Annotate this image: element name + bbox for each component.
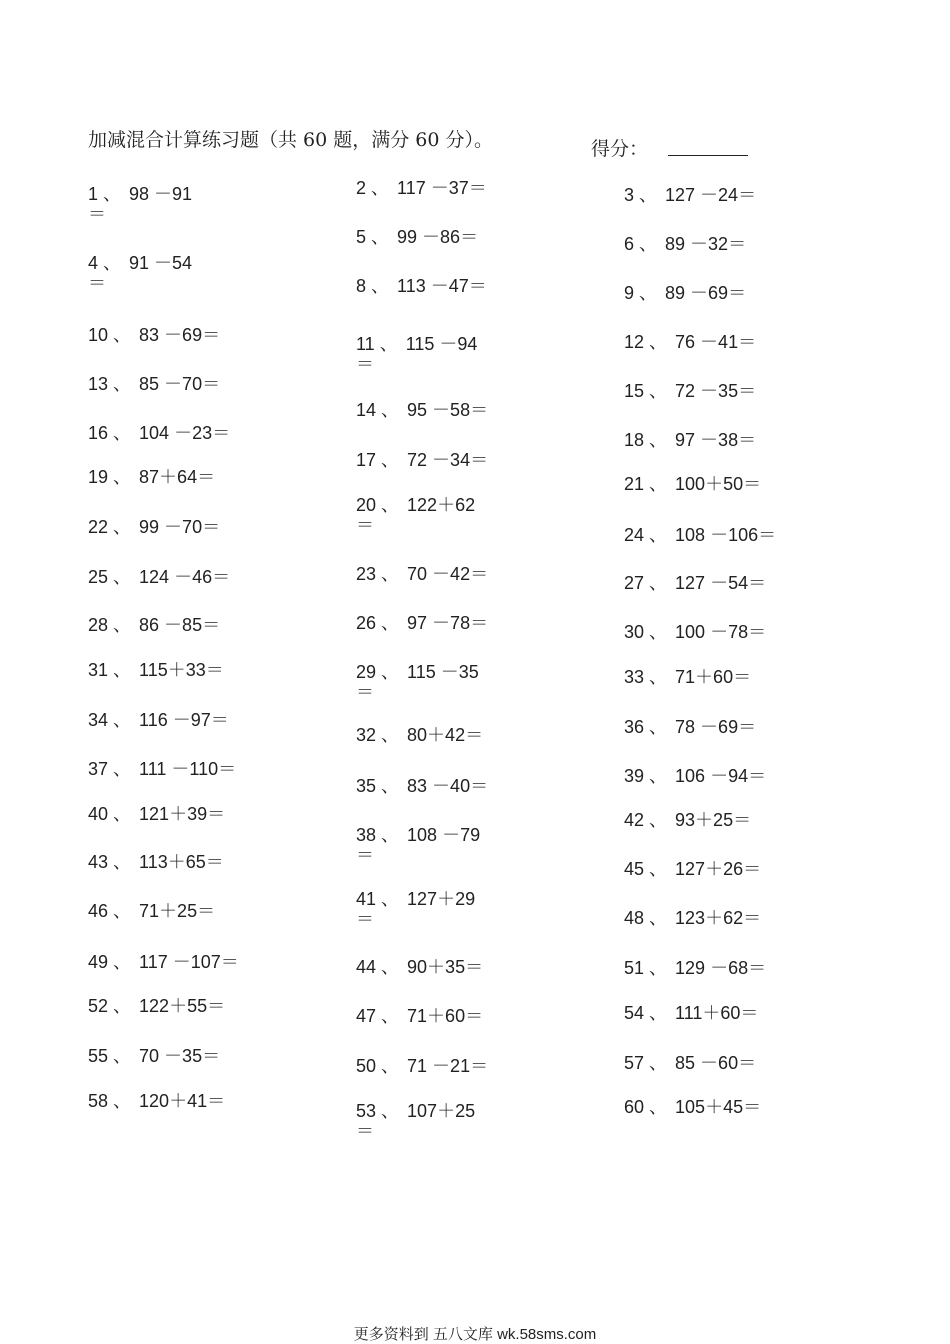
problem-item [624,1003,758,1023]
problem-expression: 97 －38 [675,430,739,450]
problem-separator: 、 [371,276,390,296]
score-label: 得分： [591,138,649,160]
problem-expression: 115＋33 [139,660,206,680]
equals-sign: ＝ [202,615,221,635]
problem-separator: 、 [649,573,668,593]
problem-expression: 117 －37 [397,178,469,198]
problem-expression: 113＋65 [139,852,206,872]
problem-number: 10 [88,325,109,345]
problem-separator: 、 [649,958,668,978]
problem-number: 58 [88,1091,109,1111]
problem-number: 17 [356,450,377,470]
equals-sign: ＝ [470,564,489,584]
problem-expression: 78 －69 [675,717,739,737]
problem-separator: 、 [649,717,668,737]
problem-expression: 99 －86 [397,227,461,247]
equals-sign: ＝ [743,1097,762,1117]
equals-sign: ＝ [470,613,489,633]
problem-separator: 、 [649,1097,668,1117]
problem-number: 18 [624,430,645,450]
problem-number: 34 [88,710,109,730]
equals-sign: ＝ [205,852,224,872]
problem-number: 51 [624,958,645,978]
problem-number: 38 [356,825,377,845]
problem-item [88,567,230,587]
problem-item [88,615,220,635]
problem-number: 33 [624,667,645,687]
problem-number: 31 [88,660,109,680]
problem-number: 35 [356,776,377,796]
problem-separator: 、 [379,334,398,354]
problem-item [356,227,478,247]
problem-expression: 111＋60 [675,1003,741,1023]
problem-separator: 、 [113,1046,132,1066]
equals-sign: ＝ [738,1053,757,1073]
problem-separator: 、 [381,1101,400,1121]
problem-separator: 、 [113,996,132,1016]
problem-expression: 107＋25 [407,1101,476,1121]
equals-sign: ＝ [197,901,216,921]
problem-expression: 127＋26 [675,859,744,879]
problem-number: 5 [356,227,367,247]
problem-number: 15 [624,381,645,401]
problem-separator: 、 [113,852,132,872]
problem-separator: 、 [103,253,122,273]
problem-expression: 70 －42 [407,564,471,584]
problem-item [356,495,475,535]
problem-number: 50 [356,1056,377,1076]
problem-separator: 、 [649,908,668,928]
equals-sign: ＝ [728,283,747,303]
problem-separator: 、 [113,567,132,587]
problem-separator: 、 [649,474,668,494]
problem-number: 1 [88,184,99,204]
problem-number: 54 [624,1003,645,1023]
equals-sign: ＝ [738,332,757,352]
problem-expression: 98 －91 [129,184,193,204]
equals-sign: ＝ [356,682,374,702]
equals-sign: ＝ [202,517,221,537]
problem-item [88,374,220,394]
problem-separator: 、 [649,1053,668,1073]
problem-expression: 72 －34 [407,450,471,470]
problem-expression: 115 －35 [407,662,479,682]
problem-expression: 85 －70 [139,374,203,394]
problem-item [88,325,220,345]
problem-item [356,957,483,977]
equals-sign: ＝ [465,725,484,745]
problem-item [88,1091,225,1111]
problem-number: 30 [624,622,645,642]
equals-sign: ＝ [470,1056,489,1076]
page-title: 加减混合计算练习题（共 60 题，满分 60 分）。 [88,129,494,151]
problem-item [88,660,224,680]
problem-item [88,253,192,293]
problem-separator: 、 [381,776,400,796]
problem-expression: 108 －79 [407,825,481,845]
problem-separator: 、 [649,810,668,830]
problem-separator: 、 [381,1006,400,1026]
problem-expression: 71＋60 [675,667,734,687]
problem-separator: 、 [113,660,132,680]
problem-item [624,667,751,687]
problem-number: 27 [624,573,645,593]
equals-sign: ＝ [88,204,106,224]
problem-separator: 、 [381,889,400,909]
equals-sign: ＝ [207,804,226,824]
problem-number: 45 [624,859,645,879]
problem-item [356,662,479,702]
problem-item [88,423,230,443]
equals-sign: ＝ [468,276,487,296]
problem-expression: 80＋42 [407,725,466,745]
equals-sign: ＝ [740,1003,759,1023]
problem-expression: 121＋39 [139,804,208,824]
problem-expression: 115 －94 [405,334,478,354]
problem-item [88,804,225,824]
problem-item [356,613,488,633]
problem-number: 13 [88,374,109,394]
problem-expression: 108 －106 [675,525,759,545]
equals-sign: ＝ [748,958,767,978]
problem-item [88,517,220,537]
problem-item [624,766,766,786]
equals-sign: ＝ [470,450,489,470]
problem-separator: 、 [113,1091,132,1111]
problem-number: 46 [88,901,109,921]
equals-sign: ＝ [738,717,757,737]
equals-sign: ＝ [728,234,747,254]
problem-item [624,573,766,593]
problem-item [88,901,215,921]
equals-sign: ＝ [207,1091,226,1111]
equals-sign: ＝ [738,430,757,450]
problem-separator: 、 [649,381,668,401]
problem-number: 36 [624,717,645,737]
problem-number: 44 [356,957,377,977]
problem-expression: 124 －46 [139,567,213,587]
equals-sign: ＝ [470,776,489,796]
equals-sign: ＝ [733,810,752,830]
problem-item [356,400,488,420]
equals-sign: ＝ [743,474,762,494]
problem-expression: 97 －78 [407,613,471,633]
equals-sign: ＝ [202,325,221,345]
problem-item [356,1056,488,1076]
problem-item [356,825,480,865]
problem-expression: 127＋29 [407,889,476,909]
equals-sign: ＝ [468,178,487,198]
problem-separator: 、 [649,332,668,352]
problem-item [356,450,488,470]
problem-number: 28 [88,615,109,635]
equals-sign: ＝ [207,996,226,1016]
equals-sign: ＝ [743,908,762,928]
equals-sign: ＝ [197,467,216,487]
problem-number: 16 [88,423,109,443]
equals-sign: ＝ [210,710,229,730]
problem-expression: 95 －58 [407,400,471,420]
problem-expression: 89 －69 [665,283,729,303]
problem-item [624,1053,756,1073]
problem-number: 24 [624,525,645,545]
problem-expression: 122＋62 [407,495,476,515]
problem-separator: 、 [639,234,658,254]
problem-number: 22 [88,517,109,537]
equals-sign: ＝ [460,227,479,247]
problem-separator: 、 [113,952,132,972]
problem-expression: 86 －85 [139,615,203,635]
problem-expression: 100＋50 [675,474,744,494]
problem-separator: 、 [639,283,658,303]
problem-number: 26 [356,613,377,633]
problem-number: 32 [356,725,377,745]
problem-separator: 、 [639,185,658,205]
problem-item [88,1046,220,1066]
equals-sign: ＝ [738,185,757,205]
problem-expression: 71 －21 [407,1056,471,1076]
problem-expression: 120＋41 [139,1091,208,1111]
problem-expression: 123＋62 [675,908,744,928]
problem-expression: 85 －60 [675,1053,739,1073]
problem-separator: 、 [381,450,400,470]
problem-number: 43 [88,852,109,872]
problem-number: 53 [356,1101,377,1121]
problem-item [88,852,224,872]
problem-expression: 106 －94 [675,766,749,786]
problem-number: 60 [624,1097,645,1117]
problem-item [88,467,215,487]
problem-item [356,1101,475,1141]
problem-expression: 129 －68 [675,958,749,978]
problem-item [624,283,746,303]
problem-number: 21 [624,474,645,494]
problem-number: 4 [88,253,99,273]
problem-number: 25 [88,567,109,587]
problem-item [356,725,483,745]
equals-sign: ＝ [356,354,374,374]
problem-item [88,996,225,1016]
problem-item [624,525,776,545]
problem-expression: 90＋35 [407,957,466,977]
score-blank-line[interactable] [668,155,748,156]
problem-item [624,859,761,879]
problem-item [624,908,761,928]
equals-sign: ＝ [356,845,374,865]
equals-sign: ＝ [356,1121,374,1141]
problem-number: 29 [356,662,377,682]
problem-expression: 72 －35 [675,381,739,401]
problem-expression: 105＋45 [675,1097,744,1117]
problem-item [624,810,751,830]
problem-item [356,889,475,929]
equals-sign: ＝ [733,667,752,687]
problem-separator: 、 [113,423,132,443]
problem-item [624,474,761,494]
problem-number: 19 [88,467,109,487]
problem-item [88,759,236,779]
problem-number: 42 [624,810,645,830]
problem-number: 55 [88,1046,109,1066]
equals-sign: ＝ [748,766,767,786]
problem-number: 37 [88,759,109,779]
problem-separator: 、 [381,957,400,977]
problem-separator: 、 [113,710,132,730]
problem-number: 47 [356,1006,377,1026]
problem-number: 2 [356,178,367,198]
problem-separator: 、 [103,184,122,204]
equals-sign: ＝ [356,515,374,535]
problem-item [356,178,487,198]
problem-expression: 117 －107 [139,952,221,972]
problem-number: 40 [88,804,109,824]
problem-number: 48 [624,908,645,928]
equals-sign: ＝ [202,374,221,394]
footer-text: 更多资料到 五八文库 wk.58sms.com [353,1326,597,1343]
problem-expression: 87＋64 [139,467,198,487]
problem-expression: 83 －40 [407,776,471,796]
problem-expression: 83 －69 [139,325,203,345]
problem-expression: 111 －110 [139,759,219,779]
problem-separator: 、 [381,495,400,515]
problem-separator: 、 [113,325,132,345]
equals-sign: ＝ [212,567,231,587]
problem-separator: 、 [649,859,668,879]
problem-number: 12 [624,332,645,352]
problem-separator: 、 [381,1056,400,1076]
problem-item [88,184,192,224]
equals-sign: ＝ [743,859,762,879]
problem-separator: 、 [371,178,390,198]
problem-separator: 、 [381,400,400,420]
equals-sign: ＝ [465,957,484,977]
problem-item [624,622,766,642]
problem-expression: 127 －54 [675,573,749,593]
problem-separator: 、 [113,615,132,635]
problem-item [356,276,487,296]
problem-item [88,710,229,730]
problem-separator: 、 [113,804,132,824]
problem-number: 3 [624,185,635,205]
equals-sign: ＝ [220,952,239,972]
problem-item [624,717,756,737]
problem-expression: 100 －78 [675,622,749,642]
equals-sign: ＝ [470,400,489,420]
problem-expression: 99 －70 [139,517,203,537]
problem-separator: 、 [113,901,132,921]
problem-item [356,776,488,796]
problem-expression: 93＋25 [675,810,734,830]
problem-expression: 89 －32 [665,234,729,254]
problem-item [624,430,756,450]
problem-separator: 、 [381,662,400,682]
problem-expression: 91 －54 [129,253,193,273]
equals-sign: ＝ [212,423,231,443]
problem-expression: 116 －97 [139,710,211,730]
equals-sign: ＝ [748,622,767,642]
problem-separator: 、 [381,613,400,633]
problem-expression: 71＋25 [139,901,198,921]
problem-separator: 、 [113,374,132,394]
problem-item [356,1006,483,1026]
problem-item [624,332,756,352]
equals-sign: ＝ [748,573,767,593]
problem-number: 49 [88,952,109,972]
problem-separator: 、 [381,564,400,584]
problem-number: 52 [88,996,109,1016]
problem-separator: 、 [113,759,132,779]
problem-number: 11 [356,334,375,354]
problem-number: 8 [356,276,367,296]
problem-separator: 、 [649,430,668,450]
problem-separator: 、 [649,525,668,545]
problem-item [88,952,239,972]
problem-item [624,958,766,978]
problem-expression: 76 －41 [675,332,739,352]
problem-expression: 113 －47 [397,276,469,296]
problem-expression: 71＋60 [407,1006,466,1026]
problem-number: 41 [356,889,377,909]
equals-sign: ＝ [356,909,374,929]
problem-number: 57 [624,1053,645,1073]
problem-item [356,564,488,584]
problem-separator: 、 [371,227,390,247]
problem-item [624,381,756,401]
problem-item [624,185,756,205]
equals-sign: ＝ [218,759,237,779]
problem-separator: 、 [649,667,668,687]
equals-sign: ＝ [738,381,757,401]
problem-separator: 、 [113,467,132,487]
equals-sign: ＝ [465,1006,484,1026]
problem-item [624,234,746,254]
equals-sign: ＝ [88,273,106,293]
problem-number: 6 [624,234,635,254]
problem-number: 9 [624,283,635,303]
equals-sign: ＝ [205,660,224,680]
problem-number: 23 [356,564,377,584]
problem-separator: 、 [649,766,668,786]
problem-number: 39 [624,766,645,786]
problem-separator: 、 [381,725,400,745]
problem-expression: 104 －23 [139,423,213,443]
problem-expression: 127 －24 [665,185,739,205]
problem-separator: 、 [649,1003,668,1023]
problem-number: 20 [356,495,377,515]
problem-expression: 122＋55 [139,996,208,1016]
problem-separator: 、 [649,622,668,642]
problem-item [356,334,477,374]
problem-separator: 、 [113,517,132,537]
equals-sign: ＝ [202,1046,221,1066]
equals-sign: ＝ [758,525,777,545]
problem-item [624,1097,761,1117]
problem-expression: 70 －35 [139,1046,203,1066]
problem-separator: 、 [381,825,400,845]
problem-number: 14 [356,400,377,420]
